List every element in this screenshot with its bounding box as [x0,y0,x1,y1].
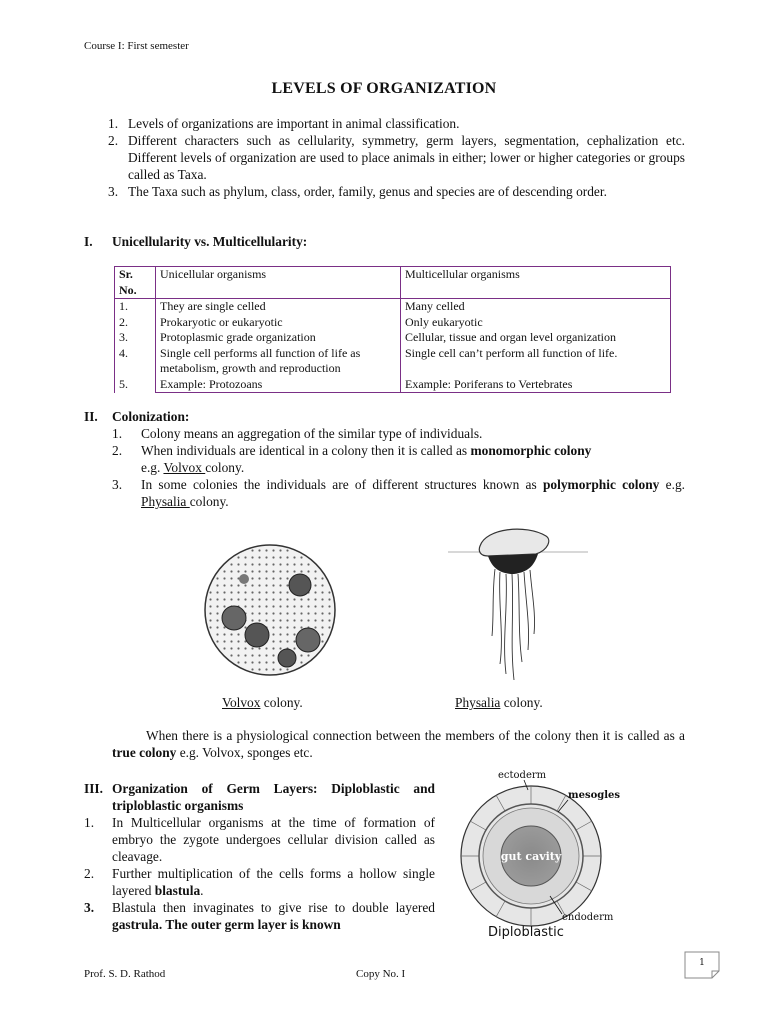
table-cell: Example: Poriferans to Vertebrates [405,376,573,391]
text-run: When individuals are identical in a colony then it is called as [141,443,471,458]
running-header: Course I: First semester [84,40,189,52]
diploblastic-diagram [446,764,636,944]
list-item [108,132,685,183]
gut-cavity-label: gut cavity [500,850,562,863]
table-cell: 1. [119,299,128,313]
caption-term: Physalia [455,695,501,710]
table-cell: 4. [119,345,128,360]
item-number: 1. [112,426,123,441]
caption-text: colony. [500,695,543,710]
item-text: Levels of organizations are important in animal classification. [128,116,460,131]
colonization-list [112,425,685,510]
text-run: colony. [205,460,245,475]
term-physalia: Physalia [141,494,190,509]
endoderm-label: endoderm [562,912,614,923]
table-header: Sr. No. [115,267,156,299]
page-title: LEVELS OF ORGANIZATION [271,80,497,97]
list-item [108,115,685,132]
table-cell: 3. [119,330,128,344]
item-text: Different characters such as cellularity, symmetry, germ layers, segmentation, cephalization etc. Different levels of organization are used to place animals in either; lower or higher categories or groups called as Taxa. [128,133,685,182]
list-item [108,183,685,200]
table-header-row [115,267,671,299]
section-number: II. [84,409,98,424]
item-text: Colony means an aggregation of the similar type of individuals. [141,426,483,441]
caption-text: colony. [260,695,303,710]
item-number: 2. [84,866,95,881]
list-item [84,899,435,933]
term-gastrula: gastrula. The outer germ layer is known [112,917,341,932]
physalia-caption [455,694,543,711]
list-item [84,814,435,865]
caption-term: Volvox [222,695,261,710]
table-cell: Many celled [405,299,465,313]
list-item [112,425,685,442]
table-cell: Single cell can’t perform all function of life. [405,345,618,360]
term-blastula: blastula [154,883,201,898]
item-text [112,899,435,933]
table-cell: Protoplasmic grade organization [160,330,316,344]
item-text [112,865,435,899]
item-text: The Taxa such as phylum, class, order, family, genus and species are of descending order. [128,184,607,199]
list-item [112,442,685,476]
footer-author: Prof. S. D. Rathod [84,968,166,980]
text-run: e.g. [141,460,164,475]
item-text [141,442,685,476]
table-cell: Prokaryotic or eukaryotic [160,314,283,329]
item-text [112,814,435,865]
table-row [115,299,671,393]
section-heading: Unicellularity vs. Multicellularity: [112,234,308,249]
text-run: Further multiplication of the cells forms a hollow single layered [112,866,435,898]
text-run: In some colonies the individuals are of different structures known as [141,477,543,492]
diagram-caption: Diploblastic [488,925,564,940]
term-polymorphic: polymorphic colony [542,477,660,492]
item-number: 1. [84,815,95,830]
list-item [112,476,685,510]
item-number: 2. [108,133,119,148]
term-volvox: Volvox [163,460,206,475]
text-run: colony. [189,494,229,509]
table-cell: Only eukaryotic [405,314,483,329]
section-number: I. [84,234,93,249]
text-run: Blastula then invaginates to give rise to double layered [112,900,435,915]
text-run: In Multicellular organisms at the time of formation of embryo the zygote undergoes cellular division called as cleavage. [112,815,435,864]
footer-copy: Copy No. I [356,968,406,980]
table-header: Unicellular organisms [156,267,401,299]
item-number: 3. [108,184,119,199]
table-cell: Cellular, tissue and organ level organization [405,330,617,344]
comparison-table [114,266,671,393]
table-header: Multicellular organisms [401,267,671,299]
text-run: . [200,883,204,898]
item-number: 3. [84,900,95,915]
volvox-caption [222,694,303,711]
term-monomorphic: monomorphic colony [470,443,592,458]
physalia-illustration [448,524,588,684]
table-cell: 5. [119,376,128,391]
true-colony-paragraph [112,727,685,761]
item-number: 3. [112,477,123,492]
section-heading: Organization of Germ Layers: Diploblastic and triploblastic organisms [112,781,435,813]
volvox-illustration [200,540,340,680]
page-number: 1 [699,958,705,968]
table-cell: Example: Protozoans [160,376,263,391]
section-heading: Colonization: [112,409,190,424]
text-run: When there is a physiological connection between the members of the colony then it is called as a [146,728,685,743]
term-true-colony: true colony [112,745,177,760]
text-run: e.g. Volvox, sponges etc. [176,745,313,760]
text-run: e.g. [659,477,685,492]
mesoglea-label: mesogles [568,790,621,801]
item-text [141,476,685,510]
list-item [84,865,435,899]
section-number: III. [84,781,103,796]
item-number: 2. [112,443,123,458]
table-cell: Single cell performs all function of life as metabolism, growth and reproduction [160,345,361,375]
table-cell: They are single celled [160,299,266,313]
germ-layer-list [84,814,435,933]
intro-list [108,115,685,200]
table-cell: 2. [119,314,128,329]
page-number-box [684,951,720,979]
item-number: 1. [108,116,119,131]
ectoderm-label: ectoderm [498,770,547,781]
